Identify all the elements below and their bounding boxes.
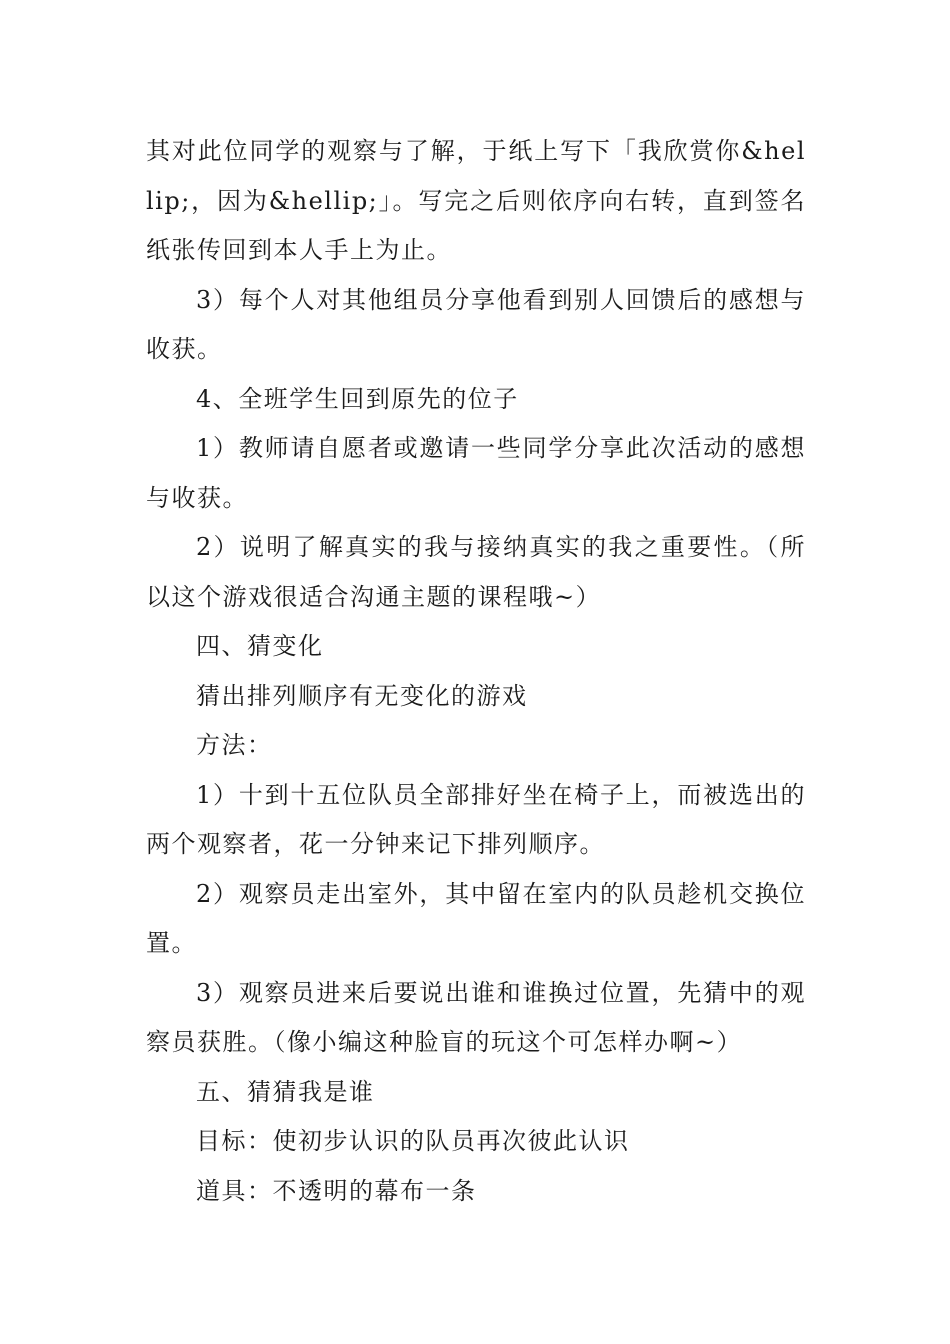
section-heading-5: 五、猜猜我是谁 [196, 1077, 375, 1106]
paragraph-method-3: 3）观察员进来后要说出谁和谁换过位置，先猜中的观察员获胜。（像小编这种脸盲的玩这个可怎样办啊~） [146, 978, 806, 1056]
paragraph-method-1: 1）十到十五位队员全部排好坐在椅子上，而被选出的两个观察者，花一分钟来记下排列顺序。 [146, 780, 806, 858]
paragraph-goal: 目标：使初步认识的队员再次彼此认识 [196, 1127, 630, 1155]
paragraph-step-4-1: 1）教师请自愿者或邀请一些同学分享此次活动的感想与收获。 [146, 434, 806, 512]
paragraph-method-label: 方法： [196, 731, 273, 759]
paragraph-game-description: 猜出排列顺序有无变化的游戏 [196, 681, 528, 710]
paragraph-step-4-return: 4、全班学生回到原先的位子 [196, 384, 519, 413]
paragraph-step-4-2: 2）说明了解真实的我与接纳真实的我之重要性。（所以这个游戏很适合沟通主题的课程哦~） [146, 533, 806, 611]
paragraph-continuation: 其对此位同学的观察与了解，于纸上写下「我欣赏你&hellip;，因为&hellip;」。写完之后则依序向右转，直到签名纸张传回到本人手上为止。 [146, 137, 806, 264]
paragraph-step-3-share: 3）每个人对其他组员分享他看到别人回馈后的感想与收获。 [146, 285, 806, 363]
document-body [146, 127, 806, 1216]
paragraph-props: 道具：不透明的幕布一条 [196, 1176, 477, 1205]
paragraph-method-2: 2）观察员走出室外，其中留在室内的队员趁机交换位置。 [146, 879, 806, 957]
section-heading-4: 四、猜变化 [196, 632, 324, 660]
